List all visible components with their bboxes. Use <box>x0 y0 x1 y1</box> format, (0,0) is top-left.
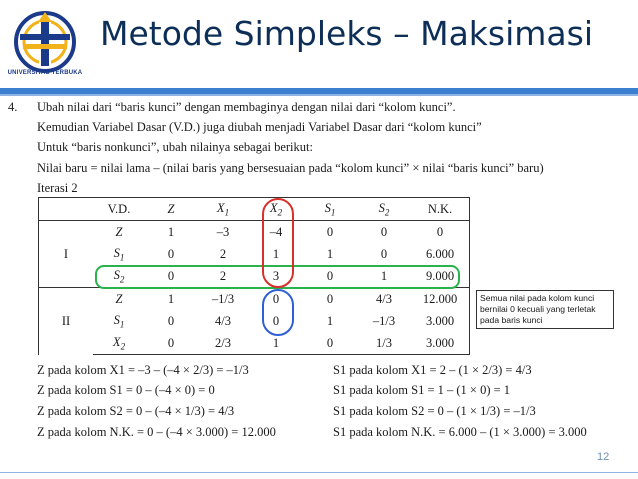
table-cell: –1/3 <box>372 313 396 328</box>
table-row <box>39 310 470 332</box>
header-cell-x1: $X_1$ <box>197 198 249 221</box>
calc-right-3: S1 pada kolom S2 = 0 – (1 × 1/3) = –1/3 <box>333 404 536 418</box>
table-cell: 3.000 <box>411 310 470 332</box>
table-cell: 0 <box>249 288 303 311</box>
step-line-2: Kemudian Variabel Dasar (V.D.) juga diubah menjadi Variabel Dasar dari “kolom kunci” <box>37 120 482 134</box>
calc-left-2: Z pada kolom S1 = 0 – (–4 × 0) = 0 <box>37 383 215 397</box>
step-line-3: Untuk “baris nonkunci”, ubah nilainya sebagai berikut: <box>37 140 313 154</box>
page-number: 12 <box>597 451 610 463</box>
step-line-1: Ubah nilai dari “baris kunci” dengan membaginya dengan nilai dari “kolom kunci”. <box>37 100 456 114</box>
header-cell: V.D. <box>93 198 145 221</box>
table-cell: 0 <box>167 313 175 328</box>
table-cell: 0 <box>326 224 334 239</box>
table-cell: 0 <box>380 246 388 261</box>
table-cell: 0 <box>303 288 357 311</box>
key-column-highlight <box>262 198 294 288</box>
header-cell-s1: $S_1$ <box>303 198 357 221</box>
logo-text: UNIVERSITAS TERBUKA <box>7 70 83 76</box>
calc-left-4: Z pada kolom N.K. = 0 – (–4 × 3.000) = 12.000 <box>37 425 276 439</box>
table-cell: –1/3 <box>197 288 249 311</box>
table-cell: 1 <box>272 246 280 261</box>
table-header-row <box>39 198 470 221</box>
table-cell: 0 <box>411 221 470 244</box>
table-cell: 0 <box>145 332 197 355</box>
table-cell: 4/3 <box>357 288 411 311</box>
zero-values-highlight <box>262 289 294 336</box>
table-row <box>39 332 470 355</box>
header-cell-x2: $X_2$ <box>249 198 303 221</box>
basis-cell-s2: $S_2$ <box>113 267 125 285</box>
table-row <box>39 288 470 311</box>
footer-divider <box>0 472 638 473</box>
table-cell: 3 <box>272 268 280 283</box>
table-cell: 0 <box>326 268 334 283</box>
table-row <box>39 243 470 265</box>
calc-right-2: S1 pada kolom S1 = 1 – (1 × 0) = 1 <box>333 383 511 397</box>
table-cell: 1/3 <box>357 332 411 355</box>
header-cell-s2: $S_2$ <box>357 198 411 221</box>
table-cell: 3.000 <box>411 332 470 355</box>
note-callout: Semua nilai pada kolom kunci bernilai 0 kecuali yang terletak pada baris kunci <box>476 290 614 329</box>
table-cell: Z <box>115 224 123 239</box>
table-cell: –3 <box>216 224 230 239</box>
table-cell: 1 <box>326 246 334 261</box>
calc-right-4: S1 pada kolom N.K. = 6.000 – (1 × 3.000) = 3.000 <box>333 425 587 439</box>
iteration-label: Iterasi 2 <box>37 181 78 195</box>
basis-cell-s1: $S_1$ <box>113 245 125 263</box>
table-cell: 1 <box>167 224 175 239</box>
table-cell: 2/3 <box>197 332 249 355</box>
table-cell: –4 <box>269 224 283 239</box>
calc-left-1: Z pada kolom X1 = –3 – (–4 × 2/3) = –1/3 <box>37 363 249 377</box>
table-cell: 0 <box>167 246 175 261</box>
table-cell: 2 <box>219 268 227 283</box>
step-number: 4. <box>8 100 18 114</box>
table-cell: 12.000 <box>411 288 470 311</box>
table-cell: 1 <box>145 288 197 311</box>
table-cell: 1 <box>380 268 388 283</box>
header-cell: Z <box>145 198 197 221</box>
iteration-group-label: I <box>39 221 94 288</box>
calc-right-1: S1 pada kolom X1 = 2 – (1 × 2/3) = 4/3 <box>333 363 532 377</box>
table-cell: 0 <box>272 313 280 328</box>
table-cell: 2 <box>219 246 227 261</box>
table-cell: 0 <box>167 268 175 283</box>
table-cell: Z <box>93 288 145 311</box>
basis-cell-s1: $S_1$ <box>113 312 125 330</box>
iteration-group-label: II <box>39 288 94 355</box>
table-cell: 1 <box>249 332 303 355</box>
table-cell: 1 <box>326 313 334 328</box>
page-title: Metode Simpleks – Maksimasi <box>100 14 594 53</box>
basis-cell-x2: $X_2$ <box>93 332 145 355</box>
table-cell: 0 <box>303 332 357 355</box>
table-cell: 6.000 <box>411 243 470 265</box>
calc-left-3: Z pada kolom S2 = 0 – (–4 × 1/3) = 4/3 <box>37 404 235 418</box>
header-divider-light <box>0 94 638 96</box>
table-cell: 9.000 <box>411 265 470 288</box>
table-row <box>39 221 470 244</box>
header-cell: N.K. <box>411 198 470 221</box>
table-cell: 0 <box>380 224 388 239</box>
table-cell: 4/3 <box>215 313 231 328</box>
step-line-4: Nilai baru = nilai lama – (nilai baris yang bersesuaian pada “kolom kunci” × nilai “baris kunci” baru) <box>37 161 544 175</box>
